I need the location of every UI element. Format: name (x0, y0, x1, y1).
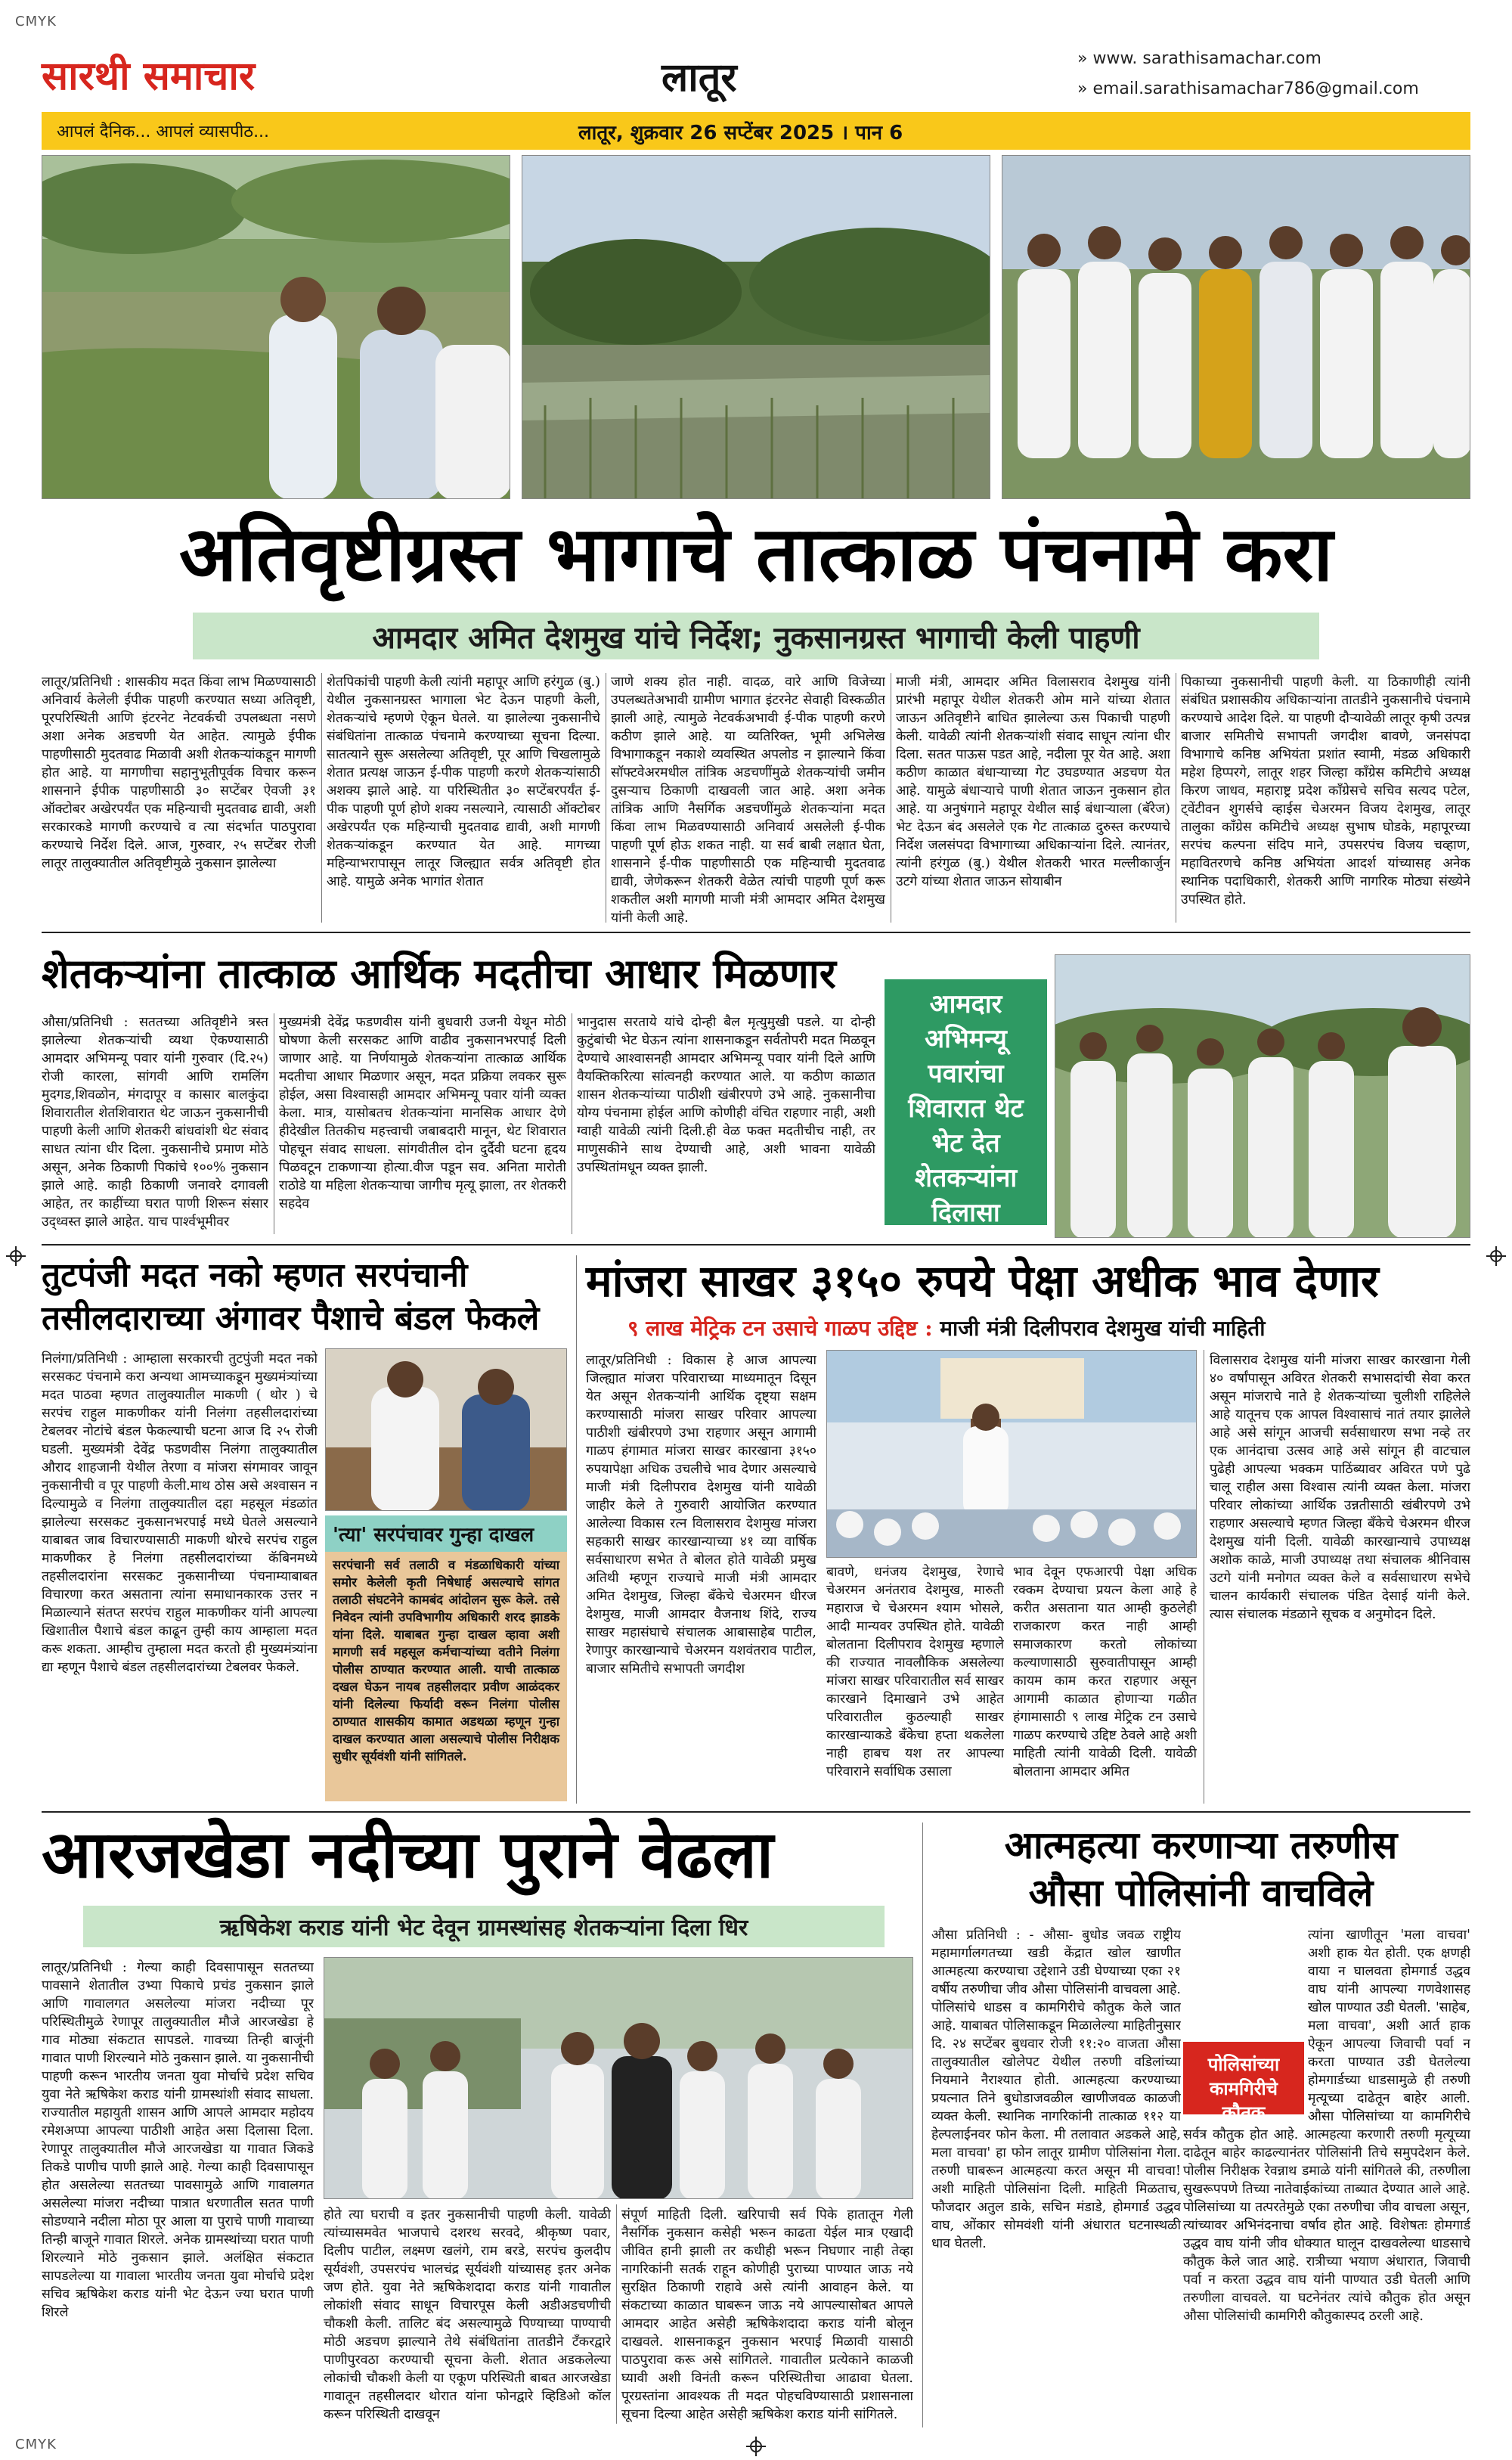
masthead (42, 42, 1470, 110)
photo-sarpanch (325, 1348, 567, 1511)
story3-box-text: सरपंचानी सर्व तलाठी व मंडळाधिकारी यांच्या समोर केलेली कृती निषेधार्ह असल्याचे सांगत तलाठी संघटनेने कामबंद आंदोलन सुरू केले. तसे निवेदन त्यांनी उपविभागीय अधिकारी शरद झाडके यांना दिले. याबाबत गुन्हा दाखल व्हावा अशी मागणी सर्व महसूल कर्मचाऱ्यांच्या वतीने निलंगा पोलीस ठाण्यात करण्यात आली. याची तात्काळ दखल घेऊन नायब तहसीलदार प्रवीण आळंदकर यांनी दिलेल्या फिर्यादी वरून निलंगा पोलीस ठाण्यात शासकीय कामात अडथळा म्हणून गुन्हा दाखल करण्यात आला असल्याचे पोलीस निरीक्षक सुधीर सूर्यवंशी यांनी सांगितले. (333, 1558, 559, 1764)
photo-inspection-2 (522, 155, 990, 499)
email: » email.sarathisamachar786@gmail.com (1077, 79, 1419, 98)
email-icon: » (1077, 79, 1093, 98)
cmyk-label-bottom: CMYK (15, 2437, 57, 2452)
story2-col-3: भानुदास सरताये यांचे दोन्ही बैल मृत्युमुखी पडले. या दोन्ही कुटुंबांची भेट घेऊन त्यांना शासनाकडून सर्वतोपरी मदत मिळवून देण्याचे आश्वासनही आमदार अभिमन्यू पवार यांनी दिले आणि वैयक्तिकरित्या सांत्वनही करण्यात आले. या कठीण काळात शासन शेतकऱ्यांच्या पाठीशी खंबीरपणे उभे आहे. नुकसानीचा योग्य पंचनामा होईल आणि कोणीही वंचित राहणार नाही, अशी ग्वाही यावेळी त्यांनी दिली.ही वेळ फक्त मदतीचीच नाही, तर माणुसकीने साथ देण्याची आहे, अशी भावना यावेळी उपस्थितांमधून व्यक्त झाली. (577, 1015, 875, 1175)
story6-highlight-box: पोलिसांच्या कामगिरीचे कौतुक (1183, 2042, 1304, 2114)
headline-story4: मांजरा साखर ३१५० रुपये पेक्षा अधीक भाव देणार (586, 1255, 1379, 1307)
story6-col-left: औसा प्रतिनिधी : - औसा- बुधोड जवळ राष्ट्रीय महामार्गालगतच्या खडी केंद्रात खोल खाणीत आत्महत्या करण्याचा उद्देशाने उडी घेण्याच्या एका २१ वर्षीय तरुणीचा जीव औसा पोलिसांनी वाचवला आहे. पोलिसांचे धाडस व कामगिरीचे कौतुक केले जात आहे. याबाबत पोलिसाकडून मिळालेल्या माहितीनुसार दि. २४ सप्टेंबर बुधवार रोजी ११:२० वाजता औसा तालुक्यातील खोलेपट येथील तरुणी वडिलांच्या नियमाने नैराश्यात होती. आत्महत्या करण्याच्या प्रयत्नात तिने बुधोडाजवळील खाणीजवळ काळजी व्यक्त केली. स्थानिक नागरिकांनी तात्काळ ११२ या हेल्पलाईनवर फोन केला. मी तलावात अडकले आहे, मला वाचवा' हा फोन लातूर ग्रामीण पोलिसांना गेला. तरुणी घाबरून आत्महत्या करत असून मी वाचवा! अशी माहिती पोलिसांना दिली. माहिती मिळताच, फौजदार अतुल डाके, सचिन मंडाडे, होमगार्ड उद्धव वाघ, ओंकार सोमवंशी यांनी अंधारात घटनास्थळी धाव घेतली. (931, 1928, 1181, 2251)
headline-story2: शेतकऱ्यांना तात्काळ आर्थिक मदतीचा आधार मिळणार (42, 949, 836, 997)
photo-flood-visit (324, 1957, 913, 2199)
story1-col-5: पिकाच्या नुकसानीची पाहणी केली. या ठिकाणीही त्यांनी संबंधित प्रशासकीय अधिकाऱ्यांना तातडीने नुकसानीचे पंचनामे करण्याचे आदेश दिले. या पाहणी दौऱ्यावेळी लातूर कृषी उत्पन्न बाजार समितीचे सभापती जगदीश बावणे, जनसंपदा विभागाचे कनिष्ठ अभियंता प्रशांत स्वामी, मंडळ अधिकारी महेश हिप्परगे, लातूर शहर जिल्हा काँग्रेस कमिटीचे अध्यक्ष किरण जाधव, महाराष्ट्र प्रदेश काँग्रेसचे सचिव सत्यद पटेल, ट्वेंटीवन शुगर्सचे व्हाईस चेअरमन विजय देशमुख, लातूर तालुका काँग्रेस कमिटीचे अध्यक्ष सुभाष घोडके, महापूरच्या सरपंच कल्पना संदिप माने, उपसरपंच विजय चव्हाण, महावितरणचे कनिष्ठ अभियंता आदर्श यांच्यासह अनेक स्थानिक पदाधिकारी, शेतकरी आणि नागरिक मोठ्या संख्येने उपस्थित होते. (1181, 675, 1470, 907)
story5-col-left: लातूर/प्रतिनिधी : गेल्या काही दिवसापासून सततच्या पावसाने शेतातील उभ्या पिकाचे प्रचंड नुकसान झाले आणि गावालगत असलेल्या मांजरा नदीच्या पूर परिस्थितीमुळे रेणापूर तालुक्यातील मौजे आरजखेडा हे गाव मोठ्या संकटात सापडले. गावच्या तिन्ही बाजूंनी गावात पाणी शिरल्याने मोठे नुकसान झाले. या नुकसानीची पाहणी करून भारतीय जनता युवा मोर्चाचे प्रदेश सचिव युवा नेते ऋषिकेश कराड यांनी ग्रामस्थांशी संवाद साधला. राज्यातील महायुती शासन आणि आपले आमदार महोदय रमेशअप्पा आपल्या पाठीशी आहेत असा दिलासा दिला. रेणापूर तालुक्यातील मौजे आरजखेडा या गावात जिकडे तिकडे पाणीच पाणी झाले आहे. गेल्या काही दिवसापासून होत असलेल्या सततच्या पावसामुळे आणि गावालगत असलेल्या मांजरा नदीच्या पात्रात धरणातील सतत पाणी सोडण्याने नदीला मोठा पूर आला या पुराचे पाणी गावाच्या तिन्ही बाजूने गावात शिरले. अनेक ग्रामस्थांच्या घरात पाणी शिरल्याने मोठे नुकसान झाले. अलंक्षित संकटात सापडलेल्या या गावाला भारतीय जनता युवा मोर्चाचे प्रदेश सचिव ऋषिकेश कराड यांनी भेट देऊन ज्या घरात पाणी शिरले (42, 1960, 314, 2320)
headline-story1: अतिवृष्टीग्रस्त भागाचे तात्काळ पंचनामे करा (178, 509, 1334, 598)
story2-col-2: मुख्यमंत्री देवेंद्र फडणवीस यांनी बुधवारी उजनी येथून मोठी घोषणा केली सरसकट आणि वाढीव नुकसानभरपाई दिली जाणार आहे. या निर्णयामुळे शेतकऱ्यांना तात्काळ आर्थिक मदतीचा आधार मिळणार असून, मदत प्रक्रिया लवकर सुरू होईल, असा विश्वासही आमदार अभिमन्यू पवार यांनी व्यक्त केला. मात्र, यासोबतच शेतकऱ्यांना मानसिक आधार देणे हीदेखील तितकीच महत्त्वाची जबाबदारी मानून, थेट शिवारात पोहचून संवाद साधला. सांगवीतील दोन दुर्दैवी घटना हृदय पिळवटून टाकणाऱ्या होत्या.वीज पडून सव. अनिता मारोती राठोडे या महिला शेतकऱ्याचा जागीच मृत्यू झाला, तर शेतकरी सहदेव (279, 1015, 566, 1211)
story1-col-4: माजी मंत्री, आमदार अमित विलासराव देशमुख यांनी प्रारंभी महापूर येथील शेतकरी ओम माने यांच्या शेतात जाऊन अतिवृष्टीने बाधित झालेल्या ऊस पिकाची पाहणी केली. यावेळी त्यांनी शेतकऱ्यांशी संवाद साधून त्यांना धीर दिला. सतत पाऊस पडत आहे, नदीला पूर येत आहे. अशा कठीण काळात बंधाऱ्याच्या गेट उघडण्यात अडचण येत आहे. यामुळे बंधाऱ्याचे पाणी शेतात जाऊन नुकसान होत आहे. या अनुषंगाने महापूर येथील साई बंधाऱ्याला (बॅरेज) भेट देऊन बंद असलेले एक गेट तात्काळ दुरुस्त करण्याचे निर्देश जलसंपदा विभागाच्या अधिकाऱ्यांना दिले. त्यानंतर, त्यांनी हरंगुळ (बु.) येथील शेतकरी भारत मल्लीकार्जुन उटगे यांच्या शेतात जाऊन सोयाबीन (896, 675, 1170, 889)
headline-story6-line2: औसा पोलिसांनी वाचविले (1028, 1870, 1374, 1915)
brand-logo: सारथी समाचार (42, 53, 256, 99)
story4-col-2: बावणे, धनंजय देशमुख, रेणाचे चेअरमन अनंतराव देशमुख, मारुती महाराज चे चेअरमन श्याम भोसले, आदी मान्यवर उपस्थित होते. यावेळी बोलताना दिलीपराव देशमुख म्हणाले की राज्यात नावलौकिक असलेल्या मांजरा साखर परिवारातील सर्व साखर कारखाने दिमाखाने उभे आहेत परिवारातील कुठल्याही साखर कारखान्याकडे बँकेचा हप्ता थकलेला नाही हाबच यश तर आपल्या परिवाराने सर्वाधिक उसाला (826, 1565, 1004, 1779)
story6-col-right (1183, 1925, 1470, 2427)
website: » www. sarathisamachar.com (1077, 49, 1321, 68)
story4-col-4: विलासराव देशमुख यांनी मांजरा साखर कारखाना गेली ४० वर्षांपासून अविरत शेतकरी सभासदांची सेवा करत असून मांजराचे नाते हे शेतकऱ्यांच्या चुलीशी राहिलेले आहे यातूनच एक आपल विश्वासाचं नातं तयार झालेले आहे असे सांगून आजची सर्वसाधारण सभा नव्हे तर एक आनंदाचा उत्सव आहे असे सांगून ही वाटचाल पुढेही आपल्या भक्कम पाठिंब्यावर अविरत पणे पुढे चालू राहील असा विश्वास त्यांनी व्यक्त केला. मांजरा परिवार लोकांच्या आर्थिक उन्नतीसाठी खंबीरपणे उभे राहणार असल्याचे म्हणत जिल्हा बँकेचे चेअरमन धीरज देशमुख यांनी दिली. यावेळी कारखान्याचे उपाध्यक्ष अशोक काळे, माजी उपाध्यक्ष तथा संचालक श्रीनिवास उटगे यांनी मनोगत व्यक्त केले व सर्वसाधारण सभेचे चालन कार्यकारी संचालक पंडित देसाई यांनी केले. त्यास संचालक मंडळाने सूचक व अनुमोदन दिले. (1210, 1353, 1470, 1622)
masthead-band (42, 112, 1470, 150)
story1-col-1: लातूर/प्रतिनिधी : शासकीय मदत किंवा लाभ मिळण्यासाठी अनिवार्य केलेली ईपीक पाहणी करण्यात सध्या अतिवृष्टी, पूरपरिस्थिती आणि इंटरनेट नेटवर्कची उपलब्धता नसणे अशा अनेक अडचणी येत आहेत. त्यामुळे ईपीक पाहणीसाठी मुदतवाढ मिळावी अशी शेतकऱ्यांकडून मागणी होत आहे. या मागणीचा सहानुभूतीपूर्वक विचार करून शासनाने ईपीक पाहणीसाठी ३० सप्टेंबर ऐवजी ३१ ऑक्टोबर अखेरपर्यंत एक महिन्याची मुदतवाढ द्यावी, अशी सरकारकडे मागणी करण्याचे व त्या संदर्भात पाठपुरावा करण्याचे निर्देश दिले. आज, गुरुवार, २५ सप्टेंबर रोजी लातूर तालुक्यातील अतिवृष्टीमुळे नुकसान झालेल्या (42, 675, 316, 871)
story5-col-mid: होते त्या घराची व इतर नुकसानीची पाहणी केली. यावेळी त्यांच्यासमवेत भाजपाचे दशरथ सरवदे, श्रीकृष्ण पवार, दिलीप पाटील, लक्ष्मण खलंगे, राम बरडे, सरपंच कुलदीप सूर्यवंशी, उपसरपंच भालचंद्र सूर्यवंशी यांच्यासह इतर अनेक जण होते. युवा नेते ऋषिकेशदादा कराड यांनी गावातील लोकांशी संवाद साधून विचारपूस केली अडीअडचणीची चौकशी केली. तालिट बंद असल्यामुळे पिण्याच्या पाण्याची मोठी अडचण झाल्याने तेथे संबंधितांना तातडीने टँकरद्वारे पाणीपुरवठा करण्याची सूचना केली. शेतात अडकलेल्या लोकांची चौकशी केली या एकूण परिस्थिती बाबत आरजखेडा गावातून तहसीलदार थोरात यांना फोनद्वारे व्हिडिओ कॉल करून परिस्थिती दाखवून (324, 2207, 611, 2422)
story4-col-1: लातूर/प्रतिनिधी : विकास हे आज आपल्या जिल्ह्यात मांजरा परिवाराच्या माध्यमातून दिसून येत असून शेतकऱ्यांनी आर्थिक दृष्ट्या सक्षम करण्यासाठी मांजरा साखर परिवार आपल्या पाठीशी खंबीरपणे उभा राहणार असून आगामी गाळप हंगामात मांजरा साखर कारखाना ३१५० रुपयापेक्षा अधिक उचलीचे भाव देणार असल्याचे माजी मंत्री दिलीपराव देशमुख यांनी यावेळी जाहीर केले ते गुरुवारी आयोजित करण्यात आलेल्या विकास रत्न विलासराव देशमुख मांजरा सहकारी साखर कारखान्याच्या ४१ व्या वार्षिक सर्वसाधारण सभेत ते बोलत होते यावेळी प्रमुख अतिथी म्हणून राज्याचे माजी मंत्री आमदार अमित देशमुख, जिल्हा बँकेचे चेअरमन धीरज देशमुख, माजी आमदार वैजनाथ शिंदे, राज्य साखर महासंघाचे संचालक आबासाहेब पाटील, रेणापुर कारखान्याचे चेअरमन यशवंतराव पाटील, बाजार समितीचे सभापती जगदीश (586, 1353, 816, 1677)
story3-col-left: निलंगा/प्रतिनिधी : आम्हाला सरकारची तुटपुंजी मदत नको सरसकट पंचनामे करा अन्यथा आमच्याकडून मुख्यमंत्र्यांच्या मदत पाठवा म्हणत तालुक्यातील माकणी ( थोर ) चे सरपंच राहुल माकणीकर यांनी निलंगा तहसीलदारांच्या टेबलवर नोटांचे बंडल फेकल्याची घटना आज दि २५ रोजी घडली. मुख्यमंत्री देवेंद्र फडणवीस निलंगा तालुक्यातील औराद शाहजानी येथील तेरणा व मांजरा संगमावर जावून नुकसानीची व पूर पाहणी केली.माथ ठोस असे अश्वासन न दिल्यामुळे व निलंगा तालुक्यातील दहा महसूल मंडळांत झालेल्या सरसकट नुकसानभरपाई मध्ये घेतले असल्याने याबाबत जाब विचारण्यासाठी माकणी थोरचे सरपंच राहुल माकणीकर हे निलंगा तहसीलदारांच्या कॅबिनमध्ये तहसीलदारांना सरसकट नुकसानीच्या पंचनाम्याबाबत विचारणा करत असताना त्यांना समाधानकारक उत्तर न मिळाल्याने संतप्त सरपंच राहुल माकणीकर यांनी आपल्या खिशातील पैशाचे बंडल काढून तुम्ही काय आम्हाला मदत करू शकता. आम्हीच तुम्हाला मदत करतो ही मुख्यमंत्र्यांना द्या म्हणून पैशाचे बंडल तहसीलदारांच्या टेबलवर फेकले. (42, 1351, 318, 1675)
dateline: लातूर, शुक्रवार 26 सप्टेंबर 2025 । पान 6 (578, 122, 903, 144)
tagline: आपलं दैनिक... आपलं व्यासपीठ... (57, 123, 270, 141)
registration-mark-bottom (746, 2437, 766, 2456)
story2-highlight-box: आमदार अभिमन्यू पवारांचा शिवारात थेट भेट देत शेतकऱ्यांना दिलासा (885, 979, 1047, 1225)
headline-story3-line1: तुटपंजी मदत नको म्हणत सरपंचानी (42, 1256, 468, 1295)
story2-col-1: औसा/प्रतिनिधी : सततच्या अतिवृष्टीने त्रस्त झालेल्या शेतकऱ्यांची व्यथा ऐकण्यासाठी आमदार अभिमन्यू पवार यांनी गुरुवार (दि.२५) रोजी कारला, सांगवी आणि रामलिंग मुदगड,शिवळोन, मंगदापूर व कासार बालकुंदा शिवारातील शेतशिवारात थेट जाऊन नुकसानीची पाहणी केली आणि शेतकरी बांधवांशी थेट संवाद साधत त्यांना धीर दिला. नुकसानीचे प्रमाण मोठे असून, अनेक ठिकाणी पिकांचे १००% नुकसान झाले आहे. काही ठिकाणी जनावरे दगावली आहेत, तर काहींच्या घरात पाणी शिरून संसार उद्ध्वस्त झाले आहेत. याच पार्श्वभूमीवर (42, 1015, 268, 1230)
story5-col-right: संपूर्ण माहिती दिली. खरिपाची सर्व पिके हातातून गेली नैसर्गिक नुकसान कसेही भरून काढता येईल मात्र एखादी जीवित हानी झाली तर कधीही भरून निघणार नाही तेव्हा नागरिकांनी सतर्क राहून कोणीही पुराच्या पाण्यात जाऊ नये सुरक्षित ठिकाणी राहावे असे त्यांनी आवाहन केले. या संकटाच्या काळात घाबरून जाऊ नये आपल्यासोबत आपले आमदार आहेत असेही ऋषिकेशदादा कराड यांनी बोलून दाखवले. शासनाकडून नुकसान भरपाई मिळावी यासाठी पाठपुरावा करू असे सांगितले. गावातील प्रत्येकाने काळजी घ्यावी अशी विनंती करून परिस्थितीचा आढावा घेतला. पूरग्रस्तांना आवश्यक ती मदत पोहचविण्यासाठी प्रशासनाला सूचना दिल्या आहेत असेही ऋषिकेश कराड यांनी सांगितले. (621, 2207, 913, 2422)
registration-mark-right (1486, 1246, 1506, 1266)
photo-inspection-3 (1002, 155, 1470, 499)
photo-farm-visit (1055, 954, 1470, 1238)
headline-story5: आरजखेडा नदीच्या पुराने वेढला (42, 1816, 774, 1893)
cmyk-label-top: CMYK (15, 14, 57, 29)
headline-story3-line2: तसीलदाराच्या अंगावर पैशाचे बंडल फेकले (42, 1299, 540, 1338)
story4-col-3: भाव देवून एफआरपी पेक्षा अधिक रक्कम देण्याचा प्रयत्न केला आहे हे करीत असताना यात आम्ही कुठलेही राजकारण करत नाही आम्ही समाजकारण करतो लोकांच्या कल्याणासाठी सुरुवातीपासून आम्ही कायम काम करत राहणार असून आगामी काळात होणाऱ्या गळीत हंगामासाठी ९ लाख मेट्रिक टन उसाचे गाळप करण्याचे उद्दिष्ट ठेवले आहे अशी माहिती त्यांनी यावेळी दिली. यावेळी बोलताना आमदार अमित (1013, 1565, 1197, 1779)
subhead-story5: ऋषिकेश कराड यांनी भेट देवून ग्रामस्थांसह शेतकऱ्यांना दिला धिर (83, 1906, 885, 1947)
story6-col-right-text: त्यांना खाणीतून 'मला वाचवा' अशी हाक येत होती. एक क्षणही वाया न घालवता होमगार्ड उद्धव वाघ यांनी आपल्या गणवेशासह खोल पाण्यात उडी घेतली. 'साहेब, मला वाचवा', अशी आर्त हाक ऐकून आपल्या जिवाची पर्वा न करता पाण्यात उडी घेतलेल्या होमगार्डच्या धाडसामुळे ही तरुणी मृत्यूच्या दाढेतून बाहेर आली. औसा पोलिसांच्या या कामगिरीचे सर्वत्र कौतुक होत आहे. आत्महत्या करणारी तरुणी मृत्यूच्या दाढेतून बाहेर काढल्यानंतर पोलिसांनी तिचे समुपदेशन केले. पोलीस निरीक्षक रेवन्नाथ डमाळे यांनी सांगितले की, तरुणीला सुखरूपपणे तिच्या नातेवाईकांच्या ताब्यात देण्यात आले आहे. पोलिसांच्या या तत्परतेमुळे एका तरुणीचा जीव वाचला असून, त्यांच्यावर अभिनंदनाचा वर्षाव होत आहे. विशेषतः होमगार्ड उद्धव वाघ यांनी जीव धोक्यात घालून दाखवलेल्या धाडसाचे कौतुक केले जात आहे. रात्रीच्या भयाण अंधारात, जिवाची पर्वा न करता उद्धव वाघ यांनी पाण्यात उडी घेतली आणि तरुणीला वाचवले. या घटनेनंतर त्यांचे कौतुक होत असून औसा पोलिसांची कामगिरी कौतुकास्पद ठरली आहे. (1183, 1928, 1470, 2324)
registration-mark-left (6, 1246, 26, 1266)
headline-story6-line1: आत्महत्या करणाऱ्या तरुणीस (1004, 1823, 1398, 1867)
story6-spacer (1312, 2042, 1470, 2117)
photo-inspection-1 (42, 155, 510, 499)
story1-col-2: शेतपिकांची पाहणी केली त्यांनी महापूर आणि हरंगुळ (बु.) येथील नुकसानग्रस्त भागाला भेट देऊन पाहणी केली, शेतकऱ्यांचे म्हणणे ऐकून घेतले. या झालेल्या नुकसानीचे संबंधितांना तात्काळ पंचनामे करण्याच्या सूचना दिल्या. सातत्याने सुरू असलेल्या अतिवृष्टी, पूर आणि चिखलामुळे शेतात प्रत्यक्ष जाऊन ई-पीक पाहणी करणे शेतकऱ्यांसाठी अशक्य झाले आहे. या परिस्थितीत ३० सप्टेंबरपर्यंत ई-पीक पाहणी पूर्ण होणे शक्य नसल्याने, त्यासाठी ऑक्टोबर अखेरपर्यंत एक महिन्याची मुदतवाढ द्यावी, अशी मागणी शेतकऱ्यांकडून करण्यात येत आहे. मागच्या महिन्याभरापासून लातूर जिल्ह्यात सर्वत्र अतिवृष्टी होत आहे. यामुळे अनेक भागांत शेतात (327, 675, 600, 889)
story3-box-title: 'त्या' सरपंचावर गुन्हा दाखल (325, 1515, 567, 1552)
website-icon: » (1077, 49, 1093, 68)
edition-city: लातूर (662, 54, 737, 101)
photo-manjara-meeting (826, 1350, 1197, 1558)
subhead-story4-black: माजी मंत्री दिलीपराव देशमुख यांची माहिती (940, 1316, 1266, 1341)
subhead-story4-red: ९ लाख मेट्रिक टन उसाचे गाळप उद्दिष्ट : (627, 1316, 933, 1341)
story1-col-3: जाणे शक्य होत नाही. वादळ, वारे आणि विजेच्या उपलब्धतेअभावी ग्रामीण भागात इंटरनेट सेवाही विस्कळीत झाली आहे, त्यामुळे नेटवर्कअभावी ई-पीक पाहणी करणे कठीण झाले आहे. या व्यतिरिक्त, भूमी अभिलेख विभागाकडून नकाशे व्यवस्थित अपलोड न झाल्याने किंवा सॉफ्टवेअरमधील तांत्रिक अडचणींमुळे शेतकऱ्यांची जमीन दुसऱ्याच ठिकाणी दाखवली जात आहे. अशा अनेक तांत्रिक आणि नैसर्गिक अडचणींमुळे शेतकऱ्यांना मदत किंवा लाभ मिळवण्यासाठी अनिवार्य असलेली ई-पीक पाहणी पूर्ण होऊ शकत नाही. या सर्व बाबी लक्षात घेता, शासनाने ई-पीक पाहणीसाठी एक महिन्याची मुदतवाढ द्यावी, जेणेकरून शेतकरी वेळेत त्यांची पाहणी पूर्ण करू शकतील अशी मागणी माजी मंत्री आमदार अमित देशमुख यांनी केली आहे. (611, 675, 885, 925)
story3-box (325, 1515, 567, 1801)
subhead-story1: आमदार अमित देशमुख यांचे निर्देश; नुकसानग्रस्त भागाची केली पाहणी (193, 613, 1319, 659)
subhead-story4 (627, 1314, 1265, 1342)
